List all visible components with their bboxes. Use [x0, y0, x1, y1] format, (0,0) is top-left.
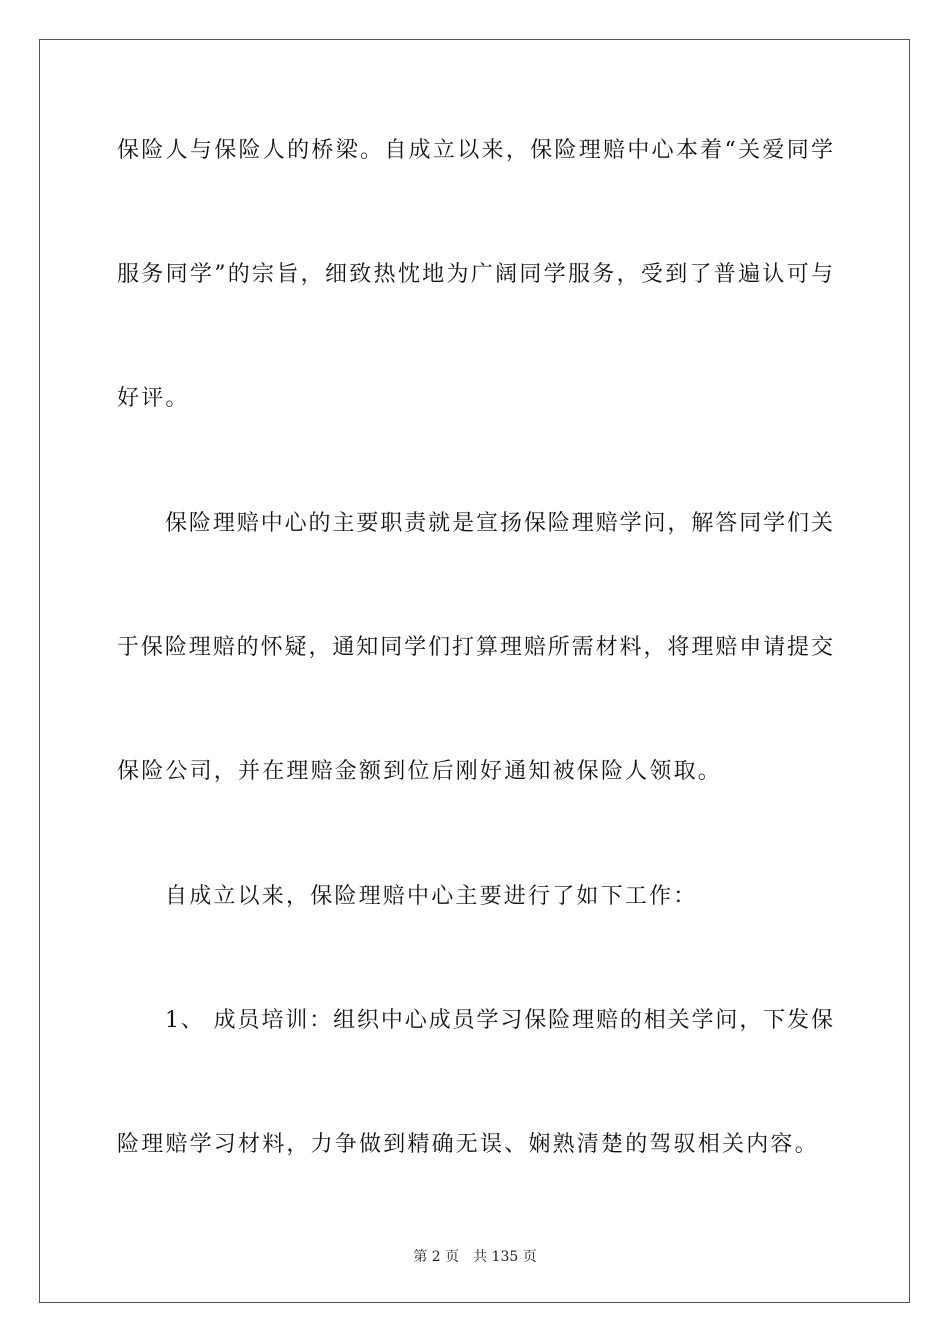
paragraph-line: 服务同学”的宗旨，细致热忱地为广阔同学服务，受到了普遍认可与	[117, 262, 833, 287]
paragraph-line: 保险人与保险人的桥梁。自成立以来，保险理赔中心本着“关爱同学	[117, 138, 833, 163]
paragraph-line: 保险公司，并在理赔金额到位后刚好通知被保险人领取。	[117, 759, 723, 784]
paragraph-line: 于保险理赔的怀疑，通知同学们打算理赔所需材料，将理赔申请提交	[117, 635, 833, 660]
paragraph-line: 1、 成员培训：组织中心成员学习保险理赔的相关学问，下发保	[165, 1008, 833, 1033]
paragraph-line: 自成立以来，保险理赔中心主要进行了如下工作：	[165, 884, 698, 909]
paragraph-line: 险理赔学习材料，力争做到精确无误、娴熟清楚的驾驭相关内容。	[117, 1132, 819, 1157]
page-number-footer: 第 2 页 共 135 页	[413, 1249, 537, 1265]
paragraph-line: 保险理赔中心的主要职责就是宣扬保险理赔学问，解答同学们关	[165, 511, 833, 536]
paragraph-line: 好评。	[117, 386, 190, 411]
page-border	[39, 39, 910, 1303]
